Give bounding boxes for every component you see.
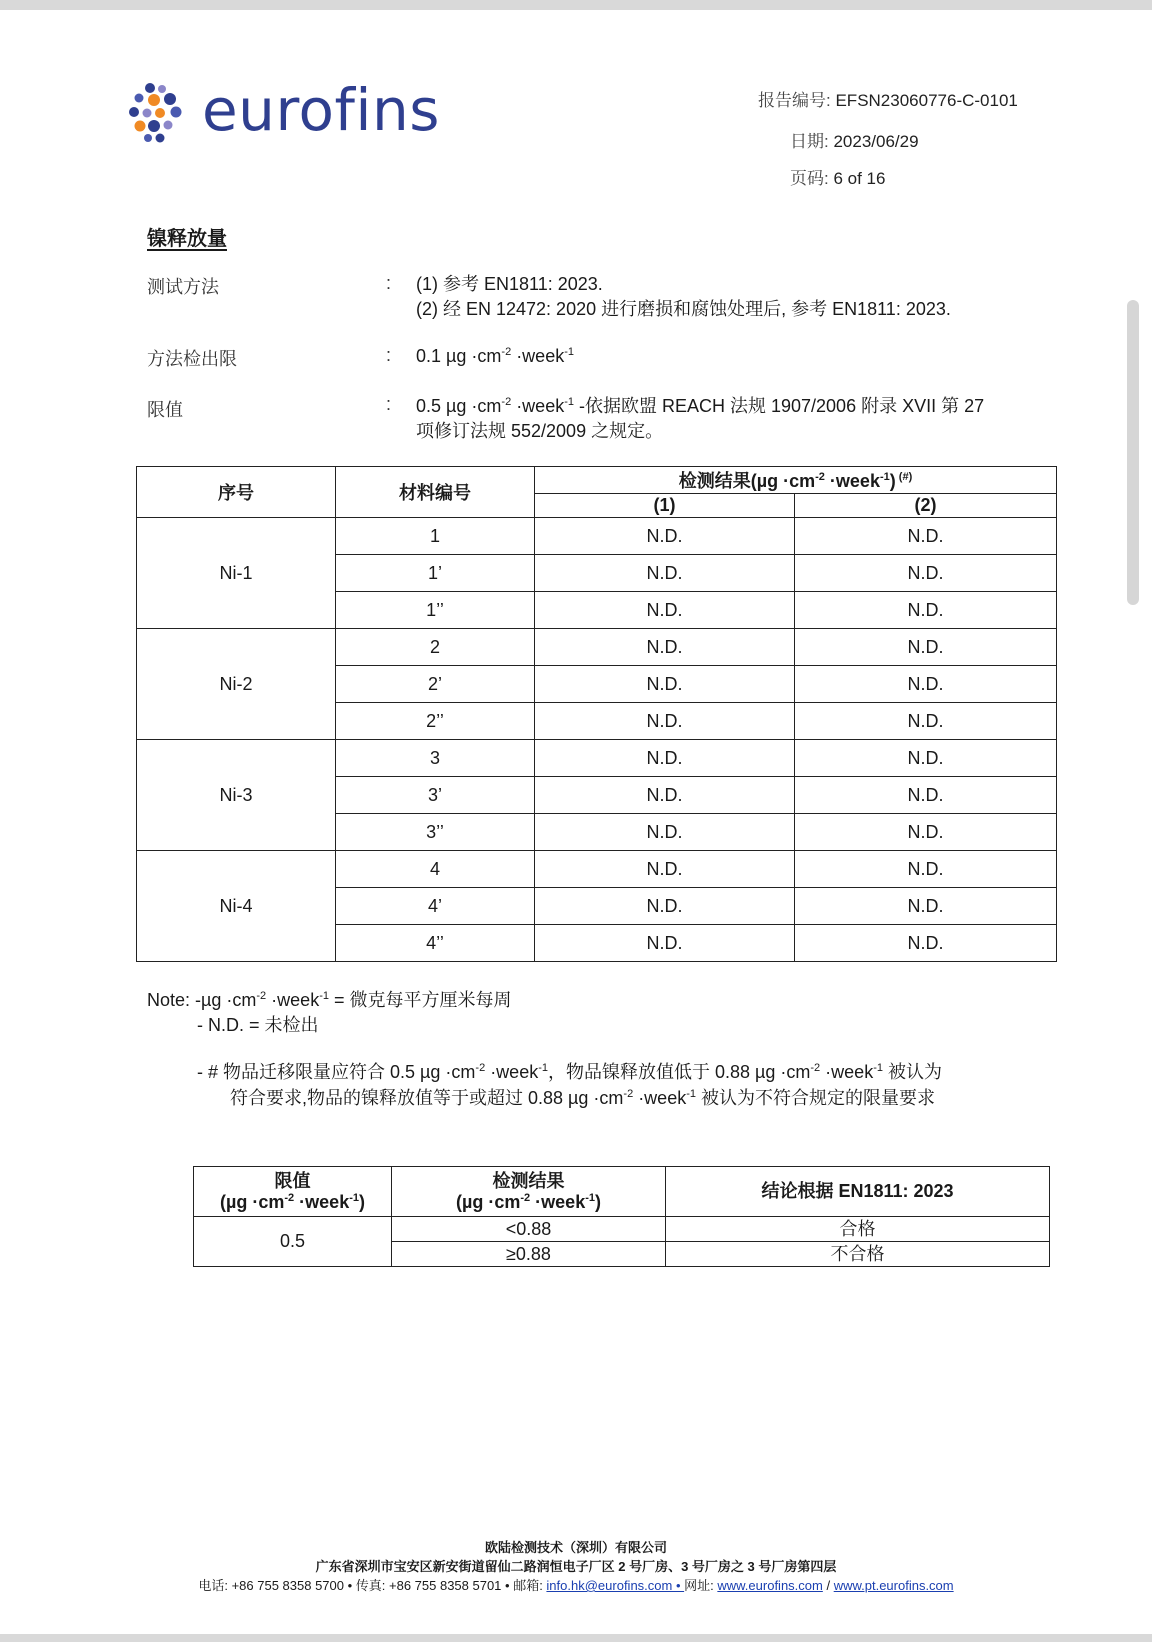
note-hash-sup-cm-1: -2	[475, 1062, 486, 1074]
col-result-header	[535, 467, 1057, 494]
criteria-result-unit-c: )	[594, 1191, 601, 1212]
material-id-cell: 4	[336, 851, 535, 888]
note-hash-d: ·week	[820, 1062, 874, 1082]
test-method-line-1: (1) 参考 EN1811: 2023.	[416, 274, 603, 294]
col-result-prefix: 检测结果(µg ·cm	[678, 471, 816, 491]
criteria-limit-value: 0.5	[194, 1217, 392, 1267]
material-id-cell: 3’	[336, 777, 535, 814]
criteria-conclusion-fail: 不合格	[666, 1242, 1050, 1267]
note-hash-b: ·week	[485, 1062, 539, 1082]
result-2-cell: N.D.	[795, 888, 1057, 925]
criteria-result-fail: ≥0.88	[392, 1242, 666, 1267]
criteria-result-sup-cm: -2	[520, 1191, 531, 1204]
limit-amount: 0.5 µg ·cm	[416, 396, 502, 416]
detection-limit-label: 方法检出限	[147, 349, 237, 369]
result-1-cell: N.D.	[535, 703, 795, 740]
sample-seq-cell: Ni-2	[137, 629, 336, 740]
result-2-cell: N.D.	[795, 518, 1057, 555]
material-id-cell: 1’’	[336, 592, 535, 629]
note-hash-sup-week-2: -1	[873, 1062, 883, 1074]
criteria-result-unit-a: (µg ·cm	[456, 1191, 521, 1212]
result-2-cell: N.D.	[795, 814, 1057, 851]
sample-seq-cell: Ni-3	[137, 740, 336, 851]
results-header-row	[137, 467, 1057, 494]
detection-limit-week: ·week	[511, 346, 565, 366]
criteria-conclusion-header: 结论根据 EN1811: 2023	[666, 1167, 1050, 1217]
sample-seq-cell: Ni-1	[137, 518, 336, 629]
note-unit-prefix: Note: -µg ·cm	[147, 990, 257, 1010]
report-number-label: 报告编号:	[758, 91, 831, 110]
limit-value	[416, 394, 984, 444]
note-unit	[147, 988, 511, 1013]
note-hash2-b: ·week	[633, 1088, 687, 1108]
footer-company: 欧陆检测技术（深圳）有限公司	[484, 1540, 667, 1555]
criteria-result-header	[392, 1167, 666, 1217]
section-title: 镍释放量	[147, 228, 227, 250]
test-method-value	[416, 272, 951, 322]
detection-limit-sup-cm: -2	[501, 346, 512, 358]
result-2-cell: N.D.	[795, 592, 1057, 629]
col-seq-header: 序号	[137, 467, 336, 518]
limit-regulation: -依据欧盟 REACH 法规 1907/2006 附录 XVII 第 27	[573, 396, 985, 416]
viewer-bottom-bar	[0, 1634, 1152, 1642]
detection-limit-amount: 0.1 µg ·cm	[416, 346, 502, 366]
criteria-conclusion-pass: 合格	[666, 1217, 1050, 1242]
sample-seq-cell: Ni-4	[137, 851, 336, 962]
note-unit-sup-cm: -2	[256, 990, 267, 1002]
result-1-cell: N.D.	[535, 629, 795, 666]
limit-value-line-2: 项修订法规 552/2009 之规定。	[416, 421, 664, 441]
result-1-cell: N.D.	[535, 518, 795, 555]
result-1-cell: N.D.	[535, 740, 795, 777]
note-hash-line-1	[197, 1060, 942, 1085]
footer-address: 广东省深圳市宝安区新安街道留仙二路润恒电子厂区 2 号厂房、3 号厂房之 3 号厂房第四层	[315, 1559, 837, 1574]
note-hash-c: ，物品镍释放值低于 0.88 µg ·cm	[547, 1062, 811, 1082]
test-method-label: 测试方法	[147, 277, 219, 297]
report-page	[790, 164, 885, 189]
result-1-cell: N.D.	[535, 777, 795, 814]
result-2-cell: N.D.	[795, 555, 1057, 592]
eurofins-logo-mark-icon	[126, 80, 190, 144]
note-hash-a: - # 物品迁移限量应符合 0.5 µg ·cm	[197, 1062, 476, 1082]
note-hash-sup-cm-2: -2	[810, 1062, 821, 1074]
criteria-limit-sup-cm: -2	[284, 1191, 295, 1204]
material-id-cell: 2’’	[336, 703, 535, 740]
col-result-sup-week: -1	[879, 471, 890, 483]
report-date	[790, 127, 919, 152]
viewer-top-bar	[0, 0, 1152, 10]
note-unit-week: ·week	[266, 990, 320, 1010]
result-1-cell: N.D.	[535, 814, 795, 851]
detection-limit-sup-week: -1	[564, 346, 574, 358]
limit-sup-cm: -2	[501, 396, 512, 408]
material-id-cell: 1’	[336, 555, 535, 592]
results-row	[137, 518, 1057, 555]
footer-web-link-2[interactable]: www.pt.eurofins.com	[833, 1578, 954, 1593]
results-row	[137, 851, 1057, 888]
test-method-colon: :	[386, 273, 392, 293]
footer-phone-fax: 电话: +86 755 8358 5700 • 传真: +86 755 8358 5701 • 邮箱:	[198, 1578, 547, 1593]
criteria-limit-sup-week: -1	[349, 1191, 359, 1204]
material-id-cell: 4’’	[336, 925, 535, 962]
report-page-value: 6 of 16	[833, 169, 886, 188]
detection-limit-value	[416, 344, 574, 369]
criteria-result-sup-week: -1	[585, 1191, 595, 1204]
limit-week: ·week	[511, 396, 565, 416]
criteria-limit-header	[194, 1167, 392, 1217]
note-hash2-c: 被认为不符合规定的限量要求	[695, 1088, 935, 1108]
footer-contact	[0, 1575, 1152, 1594]
note-hash-e: 被认为	[882, 1062, 942, 1082]
eurofins-logo-text: eurofins	[202, 76, 441, 144]
col-result-2-header: (2)	[795, 494, 1057, 518]
material-id-cell: 3	[336, 740, 535, 777]
material-id-cell: 1	[336, 518, 535, 555]
footer-web-sep: /	[822, 1578, 834, 1593]
result-1-cell: N.D.	[535, 666, 795, 703]
result-2-cell: N.D.	[795, 666, 1057, 703]
criteria-limit-title: 限值	[274, 1170, 311, 1191]
result-2-cell: N.D.	[795, 777, 1057, 814]
report-date-label: 日期:	[790, 132, 829, 151]
note-hash-line-2	[230, 1086, 935, 1111]
result-2-cell: N.D.	[795, 740, 1057, 777]
limit-sup-week: -1	[564, 396, 574, 408]
report-number-value: EFSN23060776-C-0101	[835, 91, 1018, 110]
note-hash-sup-week-1: -1	[538, 1062, 548, 1074]
criteria-result-unit	[392, 1192, 665, 1213]
note-unit-sup-week: -1	[319, 990, 329, 1002]
limit-value-line-1	[416, 394, 984, 419]
col-result-mark: (#)	[895, 471, 913, 483]
result-2-cell: N.D.	[795, 703, 1057, 740]
result-1-cell: N.D.	[535, 592, 795, 629]
criteria-limit-unit-a: (µg ·cm	[220, 1191, 285, 1212]
col-result-sup-cm: -2	[815, 471, 825, 483]
footer-web-link-1[interactable]: www.eurofins.com	[717, 1578, 823, 1593]
criteria-limit-unit-b: ·week	[294, 1191, 350, 1212]
results-table	[136, 466, 1057, 962]
material-id-cell: 4’	[336, 888, 535, 925]
result-2-cell: N.D.	[795, 925, 1057, 962]
criteria-header-row	[194, 1167, 1050, 1217]
result-2-cell: N.D.	[795, 851, 1057, 888]
criteria-row	[194, 1217, 1050, 1242]
result-1-cell: N.D.	[535, 555, 795, 592]
limit-label: 限值	[147, 400, 183, 420]
note-hash2-sup-cm: -2	[623, 1088, 634, 1100]
note-hash2-sup-week: -1	[686, 1088, 696, 1100]
detection-limit-colon: :	[386, 345, 392, 365]
col-result-close: )	[889, 471, 896, 491]
criteria-result-unit-b: ·week	[530, 1191, 586, 1212]
results-row	[137, 740, 1057, 777]
report-page-label: 页码:	[790, 169, 829, 188]
note-hash2-a: 符合要求,物品的镍释放值等于或超过 0.88 µg ·cm	[230, 1088, 624, 1108]
footer-web-label: 网址:	[684, 1578, 718, 1593]
results-row	[137, 629, 1057, 666]
col-material-header: 材料编号	[336, 467, 535, 518]
material-id-cell: 3’’	[336, 814, 535, 851]
result-1-cell: N.D.	[535, 925, 795, 962]
material-id-cell: 2	[336, 629, 535, 666]
vertical-scrollbar[interactable]	[1127, 300, 1139, 605]
col-result-1-header: (1)	[535, 494, 795, 518]
result-1-cell: N.D.	[535, 888, 795, 925]
criteria-result-pass: <0.88	[392, 1217, 666, 1242]
note-nd: - N.D. = 未检出	[197, 1015, 319, 1035]
material-id-cell: 2’	[336, 666, 535, 703]
col-result-week: ·week	[824, 471, 880, 491]
criteria-table	[193, 1166, 1050, 1267]
criteria-limit-unit	[194, 1192, 391, 1213]
criteria-result-title: 检测结果	[492, 1170, 565, 1191]
footer-email-link[interactable]: info.hk@eurofins.com •	[546, 1578, 685, 1593]
test-method-line-2: (2) 经 EN 12472: 2020 进行磨损和腐蚀处理后, 参考 EN1811: 2023.	[416, 299, 951, 319]
report-number	[758, 86, 1018, 111]
report-date-value: 2023/06/29	[833, 132, 919, 151]
note-unit-suffix: = 微克每平方厘米每周	[328, 990, 512, 1010]
result-1-cell: N.D.	[535, 851, 795, 888]
limit-colon: :	[386, 394, 392, 414]
result-2-cell: N.D.	[795, 629, 1057, 666]
criteria-limit-unit-c: )	[358, 1191, 365, 1212]
